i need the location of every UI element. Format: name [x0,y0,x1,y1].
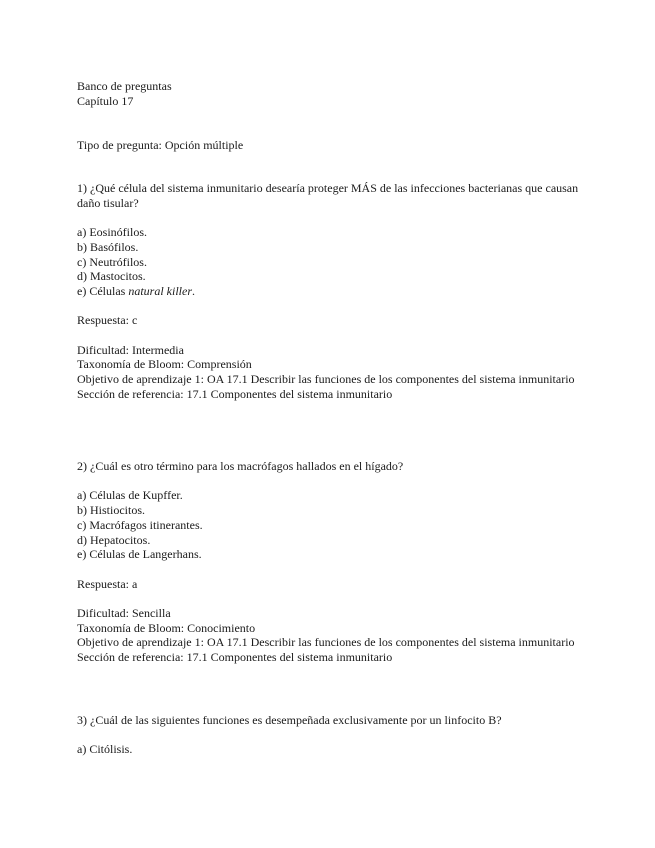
difficulty: Dificultad: Sencilla [77,605,171,620]
reference-section: Sección de referencia: 17.1 Componentes del sistema inmunitario [77,386,393,401]
answer-option: d) Hepatocitos. [77,532,151,547]
question-stem: 1) ¿Qué célula del sistema inmunitario desearía proteger MÁS de las infecciones bacterianas que causan daño tisular? [77,181,579,210]
question-type-label: Tipo de pregunta: Opción múltiple [77,138,244,152]
question-3 [77,713,597,757]
question-1 [77,181,597,402]
option-suffix: . [192,283,195,298]
answer-option [77,284,597,299]
answer-option: c) Neutrófilos. [77,254,147,269]
question-2 [77,459,597,665]
option-italic-term: natural killer [128,283,192,298]
bloom-taxonomy: Taxonomía de Bloom: Conocimiento [77,620,256,635]
bloom-taxonomy: Taxonomía de Bloom: Comprensión [77,357,252,372]
answer-option: b) Basófilos. [77,239,139,254]
question-stem: 2) ¿Cuál es otro término para los macrófagos hallados en el hígado? [77,459,404,473]
option-prefix: e) Células [77,283,129,298]
learning-objective: Objetivo de aprendizaje 1: OA 17.1 Describir las funciones de los componentes del sistema inmunitario [77,372,575,387]
document-header [77,79,597,108]
answer-key: Respuesta: a [77,576,138,591]
answer-option: a) Eosinófilos. [77,225,147,240]
difficulty: Dificultad: Intermedia [77,342,184,357]
learning-objective: Objetivo de aprendizaje 1: OA 17.1 Describir las funciones de los componentes del sistema inmunitario [77,635,575,650]
answer-option: a) Citólisis. [77,742,133,757]
answer-key: Respuesta: c [77,313,138,328]
answer-option: d) Mastocitos. [77,269,146,284]
answer-option: a) Células de Kupffer. [77,488,183,503]
bank-title: Banco de preguntas [77,79,172,93]
question-type [77,138,597,153]
reference-section: Sección de referencia: 17.1 Componentes del sistema inmunitario [77,650,393,665]
answer-option: c) Macrófagos itinerantes. [77,517,203,532]
answer-option: b) Histiocitos. [77,503,145,518]
chapter-label: Capítulo 17 [77,93,134,108]
answer-option: e) Células de Langerhans. [77,547,202,562]
question-stem: 3) ¿Cuál de las siguientes funciones es desempeñada exclusivamente por un linfocito B? [77,713,502,727]
